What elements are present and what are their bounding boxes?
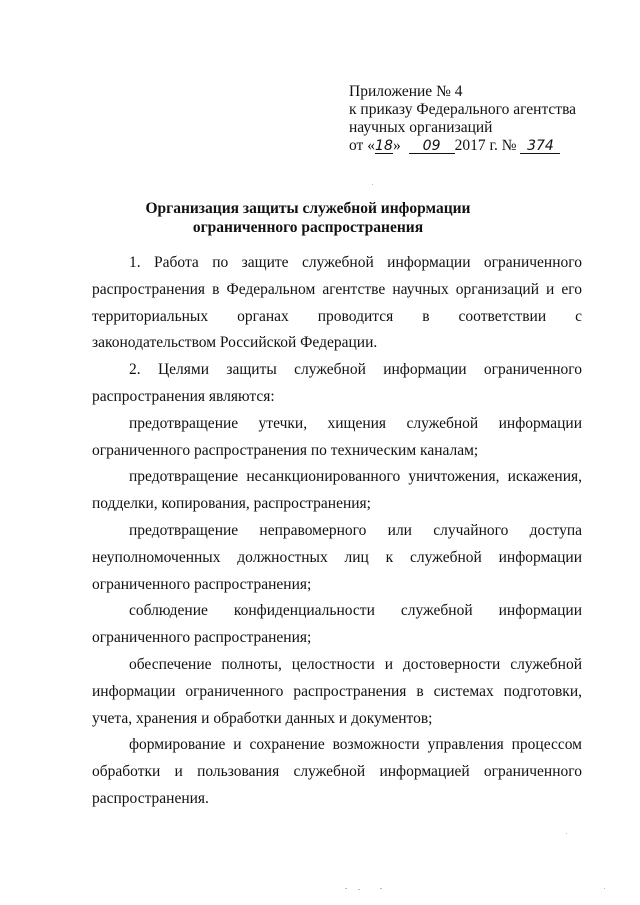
scan-speck — [380, 888, 382, 889]
document-title — [0, 199, 640, 237]
date-day: 18 — [375, 138, 393, 154]
agency-name: научных организаций — [349, 119, 493, 136]
paragraph-2: 2. Целями защиты служебной информации ограниченного распространения являются: — [92, 361, 582, 405]
scan-speck — [345, 888, 347, 889]
document-body — [92, 250, 582, 813]
goal-item-6: формирование и сохранение возможности управления процессом обработки и пользования служебной информацией ограниченного распространения. — [92, 736, 582, 807]
title-line-1: Организация защиты служебной информации — [145, 200, 471, 217]
goal-item-2: предотвращение несанкционированного уничтожения, искажения, подделки, копирования, распространения; — [92, 468, 582, 513]
goal-item-1: предотвращение утечки, хищения служебной информации ограниченного распространения по техническим каналам; — [92, 414, 582, 459]
title-line-2: ограниченного распространения — [192, 219, 424, 236]
order-number: 374 — [520, 139, 560, 154]
order-reference: к приказу Федерального агентства — [349, 101, 577, 118]
scan-speck — [604, 888, 605, 889]
goal-item-3: предотвращение неправомерного или случайного доступа неуполномоченных должностных лиц к служебной информации ограниченного распространения; — [92, 521, 582, 593]
date-mid: » — [392, 137, 401, 154]
date-month: 09 — [409, 139, 455, 154]
scan-speck — [372, 184, 373, 185]
scan-speck — [566, 833, 567, 834]
scan-speck — [358, 889, 360, 890]
goal-item-4: соблюдение конфиденциальности служебной информации ограниченного распространения; — [92, 602, 582, 647]
appendix-header — [349, 83, 609, 155]
order-date-line — [349, 137, 609, 155]
date-year: 2017 г. № — [454, 137, 517, 154]
appendix-number: Приложение № 4 — [349, 83, 463, 100]
goal-item-5: обеспечение полноты, целостности и достоверности служебной информации ограниченного распространения в системах подготовки, учета, хранения и обработки данных и документов; — [92, 655, 582, 727]
date-prefix: от « — [349, 137, 375, 154]
paragraph-1: 1. Работа по защите служебной информации ограниченного распространения в Федеральном агентстве научных организаций и его территориальных органах проводится в соответствии с законодательством Российской Федерации. — [92, 254, 582, 352]
